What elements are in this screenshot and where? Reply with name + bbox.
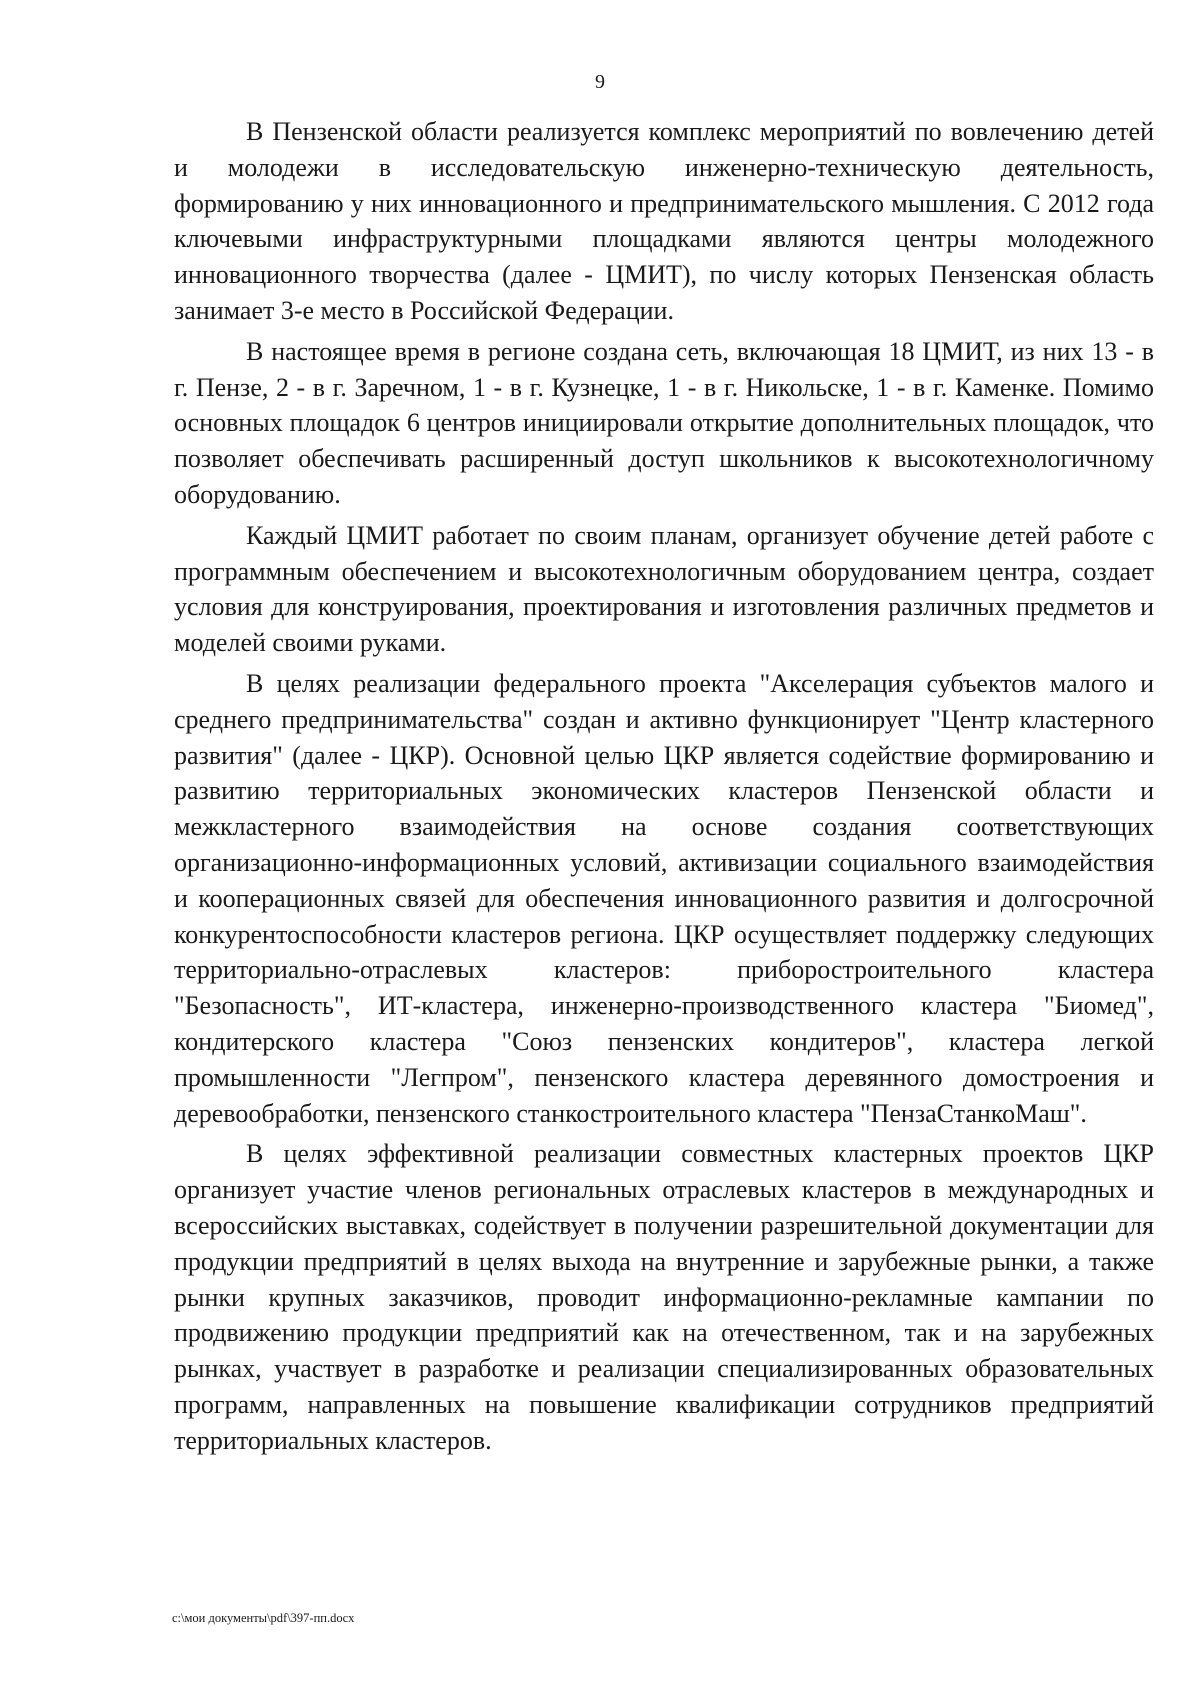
paragraph-ckr-projects: В целях эффективной реализации совместных кластерных проектов ЦКР организует участие членов региональных отраслевых кластеров в международных и всероссийских выставках, содействует в получении разрешительной документации для продукции предприятий в целях выхода на внутренние и зарубежные рынки, а также рынки крупных заказчиков, проводит информационно-рекламные кампании по продвижению продукции предприятий как на отечественном, так и на зарубежных рынках, участвует в разработке и реализации специализированных образовательных программ, направленных на повышение квалификации сотрудников предприятий территориальных кластеров.	[174, 1139, 1154, 1455]
paragraph-ckr-overview: В целях реализации федерального проекта "Акселерация субъектов малого и среднего предпринимательства" создан и активно функционирует "Центр кластерного развития" (далее - ЦКР). Основной целью ЦКР является содействие формированию и развитию территориальных экономических кластеров Пензенской области и межкластерного взаимодействия на основе создания соответствующих организационно-информационных условий, активизации социального взаимодействия и кооперационных связей для обеспечения инновационного развития и долгосрочной конкурентоспособности кластеров региона. ЦКР осуществляет поддержку следующих территориально-отраслевых кластеров: приборостроительного кластера "Безопасность", ИТ-кластера, инженерно-производственного кластера "Биомед", кондитерского кластера "Союз пензенских кондитеров", кластера легкой промышленности "Легпром", пензенского кластера деревянного домостроения и деревообработки, пензенского станкостроительного кластера "ПензаСтанкоМаш".	[174, 668, 1154, 1128]
footer-file-path: c:\мои документы\pdf\397-пп.docx	[172, 1611, 355, 1625]
paragraph-cmit-network: В настоящее время в регионе создана сеть, включающая 18 ЦМИТ, из них 13 - в г. Пензе, 2 - в г. Заречном, 1 - в г. Кузнецке, 1 - в г. Никольске, 1 - в г. Каменке. Помимо основных площадок 6 центров инициировали открытие дополнительных площадок, что позволяет обеспечивать расширенный доступ школьников к высокотехнологичному оборудованию.	[174, 336, 1154, 509]
document-body	[174, 114, 1154, 1463]
page-number: 9	[595, 71, 605, 93]
paragraph-cmit-work: Каждый ЦМИТ работает по своим планам, организует обучение детей работе с программным обеспечением и высокотехнологичным оборудованием центра, создает условия для конструирования, проектирования и изготовления различных предметов и моделей своими руками.	[174, 520, 1154, 658]
paragraph-cmit-overview: В Пензенской области реализуется комплекс мероприятий по вовлечению детей и молодежи в исследовательскую инженерно-техническую деятельность, формированию у них инновационного и предпринимательского мышления. С 2012 года ключевыми инфраструктурными площадками являются центры молодежного инновационного творчества (далее - ЦМИТ), по числу которых Пензенская область занимает 3-е место в Российской Федерации.	[174, 117, 1154, 325]
